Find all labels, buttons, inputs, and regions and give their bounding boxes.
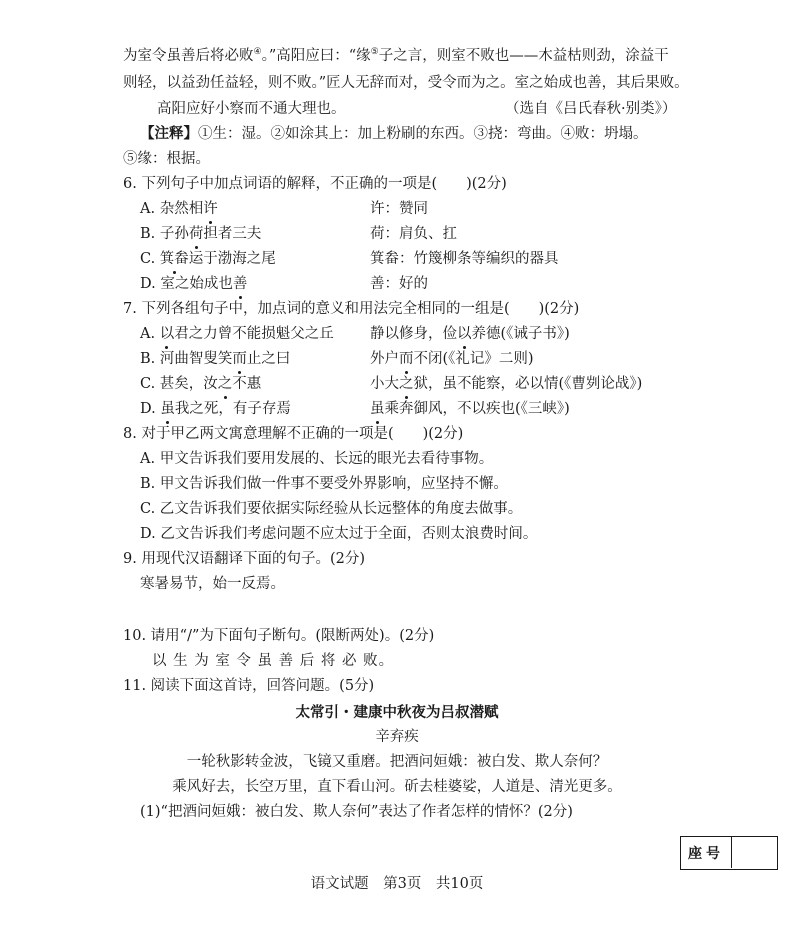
dotted-word: 虽 — [370, 401, 385, 417]
dotted-word: 以 — [457, 326, 472, 342]
seat-number-label: 座号 — [681, 837, 732, 868]
question-6-stem: 6. 下列句子中加点词语的解释，不正确的一项是( )(2分) — [123, 176, 507, 192]
q6-option-d: D. 室之始成也善 — [140, 276, 248, 292]
q6-option-c: C. 箕畚运于渤海之尾 — [140, 251, 276, 267]
q10-sentence: 以 生 为 室 令 虽 善 后 将 必 败。 — [152, 653, 395, 669]
passage-text: 为室令虽善后将必败 — [123, 48, 254, 64]
seat-number-box — [680, 836, 778, 870]
question-7-stem: 7. 下列各组句子中，加点词的意义和用法完全相同的一组是( )(2分) — [123, 301, 580, 317]
poem-line-2: 乘风好去，长空万里，直下看山河。斫去桂婆娑，人道是、清光更多。 — [172, 779, 622, 795]
poem-title: 太常引・建康中秋夜为吕叔潜赋 — [295, 705, 499, 721]
question-8-stem: 8. 对于甲乙两文寓意理解不正确的一项是( )(2分) — [123, 426, 464, 442]
note-ref: ⑤ — [370, 47, 379, 58]
q7-option-b-right: 外户而不闭(《礼记》二则) — [370, 351, 534, 367]
passage-text: 子之言，则室不败也——木益枯则劲，涂益干 — [378, 48, 669, 64]
dotted-word: 而 — [232, 351, 247, 367]
passage-line-2: 则轻，以益劲任益轻，则不败。”匠人无辞而对，受令而为之。室之始成也善，其后果败。 — [123, 75, 689, 91]
q8-option-a: A. 甲文告诉我们要用发展的、长远的眼光去看待事物。 — [140, 451, 494, 467]
q7-option-c-left: C. 甚矣，汝之不惠 — [140, 376, 262, 392]
question-11-stem: 11. 阅读下面这首诗，回答问题。(5分) — [123, 678, 375, 694]
q6-explanation-a: 许：赞同 — [370, 201, 428, 217]
passage-text: 。”高阳应曰：“缘 — [261, 48, 371, 64]
dotted-word: 之 — [217, 376, 233, 392]
dotted-word: 荷 — [188, 226, 204, 242]
dotted-word: 箕畚 — [159, 251, 189, 267]
poem-author: 辛弃疾 — [375, 729, 419, 745]
dotted-word: 而 — [399, 351, 414, 367]
q11-sub-question-1: (1)“把酒问姮娥：被白发、欺人奈何”表达了作者怎样的情怀？(2分) — [140, 804, 573, 820]
passage-source: （选自《吕氏春秋·别类》） — [505, 101, 677, 117]
dotted-word: 虽 — [160, 401, 175, 417]
notes-label: 【注释】 — [140, 126, 198, 142]
dotted-word: 之 — [399, 376, 414, 392]
page-footer: 语文试题 第3页 共10页 — [310, 876, 484, 892]
question-9-stem: 9. 用现代汉语翻译下面的句子。(2分) — [123, 551, 365, 567]
notes-line-1 — [140, 124, 648, 144]
q8-option-c: C. 乙文告诉我们要依据实际经验从长远整体的角度去做事。 — [140, 501, 523, 517]
question-10-stem: 10. 请用“/”为下面句子断句。(限断两处)。(2分) — [123, 628, 435, 644]
notes-line-2: ⑤缘：根据。 — [123, 151, 210, 167]
dotted-word: 善 — [232, 276, 248, 292]
q7-option-a-right: 静以修身，俭以养德(《诫子书》) — [370, 326, 570, 342]
q8-option-d: D. 乙文告诉我们考虑问题不应太过于全面，否则太浪费时间。 — [140, 526, 538, 542]
dotted-word: 许 — [203, 201, 218, 217]
q7-option-c-right: 小大之狱，虽不能察，必以情(《曹刿论战》) — [370, 376, 643, 392]
notes-text: ①生：湿。②如涂其上：加上粉刷的东西。③挠：弯曲。④败：坍塌。 — [198, 126, 648, 142]
note-ref: ④ — [253, 47, 262, 58]
q7-option-a-left: A. 以君之力曾不能损魁父之丘 — [140, 326, 334, 342]
q6-explanation-d: 善：好的 — [370, 276, 428, 292]
q7-option-d-right: 虽乘奔御风，不以疾也(《三峡》) — [370, 401, 570, 417]
q7-option-b-left: B. 河曲智叟笑而止之曰 — [140, 351, 291, 367]
q9-sentence: 寒暑易节，始一反焉。 — [140, 576, 285, 592]
q6-explanation-b: 荷：肩负、扛 — [370, 226, 457, 242]
q6-option-a: A. 杂然相许 — [140, 201, 218, 217]
passage-line-1 — [123, 46, 669, 66]
dotted-word: 以 — [159, 326, 175, 342]
q6-option-b: B. 子孙荷担者三夫 — [140, 226, 262, 242]
q7-option-d-left: D. 虽我之死，有子存焉 — [140, 401, 291, 417]
poem-line-1: 一轮秋影转金波，飞镜又重磨。把酒问姮娥：被白发、欺人奈何？ — [186, 754, 608, 770]
q6-explanation-c: 箕畚：竹篾柳条等编织的器具 — [370, 251, 559, 267]
passage-line-3: 高阳应好小察而不通大理也。 — [157, 101, 346, 117]
q8-option-b: B. 甲文告诉我们做一件事不要受外界影响，应坚持不懈。 — [140, 476, 508, 492]
